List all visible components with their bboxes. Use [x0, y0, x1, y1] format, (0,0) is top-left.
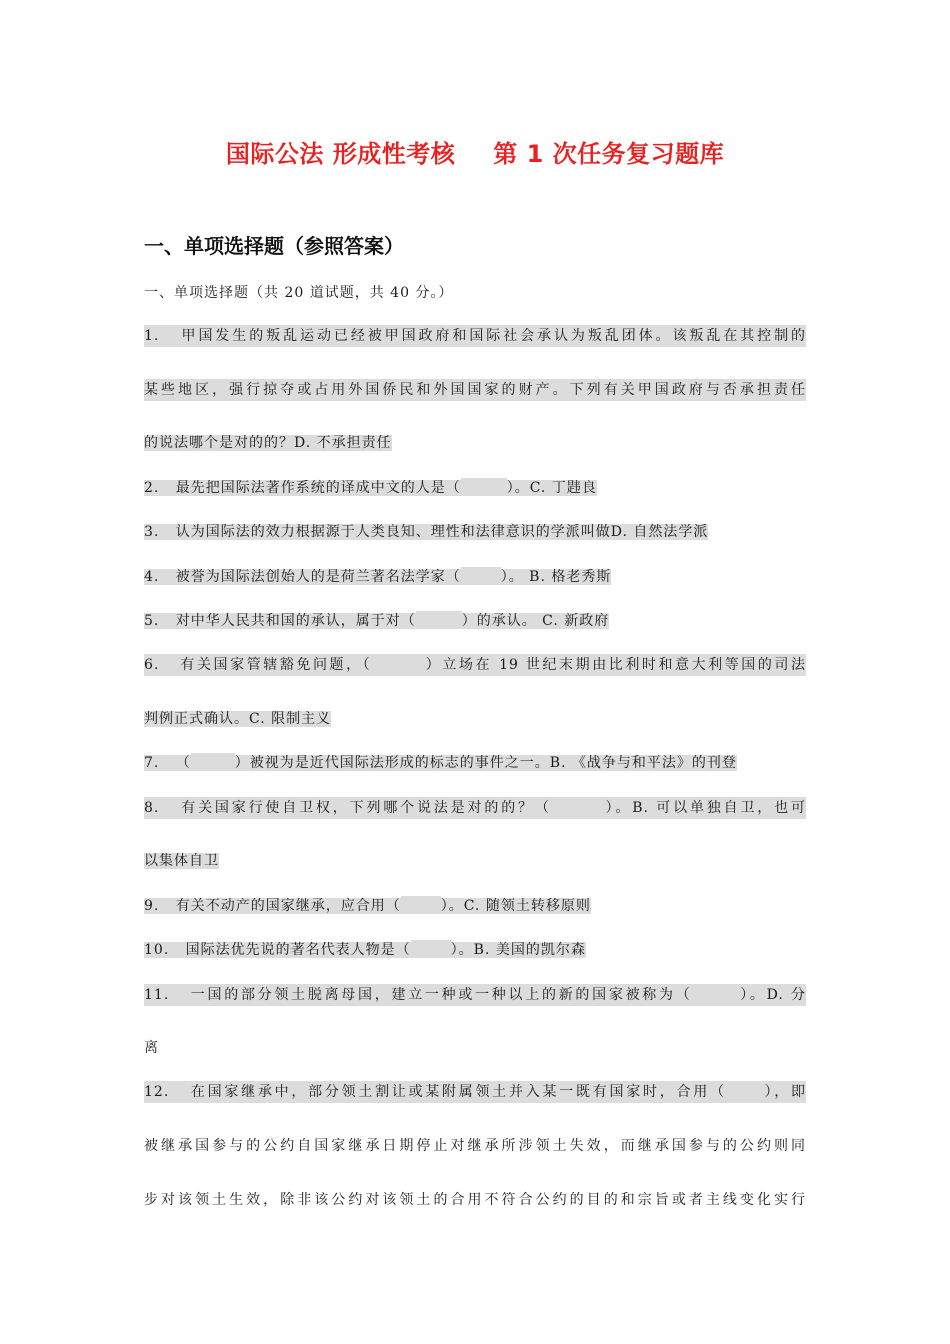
question-12-line-1: 12. 在国家继承中，部分领土割让或某附属领土并入某一既有国家时，合用（ ），即 — [144, 1081, 806, 1103]
title-part-1: 国际公法 形成性考核 — [225, 140, 456, 168]
question-8-line-1: 8. 有关国家行使自卫权，下列哪个说法是对的的？（ ）。B. 可以单独自卫，也可 — [144, 797, 806, 819]
answer-blank — [552, 798, 604, 814]
question-1-line-2: 某些地区，强行掠夺或占用外国侨民和外国国家的财产。下列有关甲国政府与否承担责任 — [144, 379, 806, 401]
answer-blank — [461, 478, 507, 494]
question-1-line-1: 1. 甲国发生的叛乱运动已经被甲国政府和国际社会承认为叛乱团体。该叛乱在其控制的 — [144, 325, 806, 347]
title-part-2: 第 1 次任务复习题库 — [493, 140, 725, 168]
question-10: 10. 国际法优先说的著名代表人物是（ ）。B. 美国的凯尔森 — [144, 942, 586, 958]
question-12-line-2: 被继承国参与的公约自国家继承日期停止对继承所涉领土失效，而继承国参与的公约则同 — [144, 1138, 806, 1154]
question-2: 2. 最先把国际法著作系统的译成中文的人是（ ）。C. 丁韪良 — [144, 480, 597, 496]
section-heading: 一、单项选择题（参照答案） — [144, 234, 404, 258]
question-11-line-2: 离 — [144, 1040, 159, 1056]
answer-blank — [692, 985, 738, 1001]
question-7: 7. （ ）被视为是近代国际法形成的标志的事件之一。B. 《战争与和平法》的刊登 — [144, 755, 737, 771]
question-9: 9. 有关不动产的国家继承，应合用（ ）。C. 随领土转移原则 — [144, 898, 591, 914]
answer-blank — [461, 567, 501, 583]
question-6-line-1: 6. 有关国家管辖豁免问题，（ ）立场在 19 世纪末期由比利时和意大利等国的司法 — [144, 654, 806, 676]
answer-blank — [372, 655, 424, 671]
question-4: 4. 被誉为国际法创始人的是荷兰著名法学家（ ）。 B. 格老秀斯 — [144, 569, 612, 585]
question-6-line-2: 判例正式确认。C. 限制主义 — [144, 711, 332, 727]
answer-blank — [416, 611, 462, 627]
section-intro: 一、单项选择题（共 20 道试题，共 40 分。） — [144, 285, 454, 301]
question-11-line-1: 11. 一国的部分领土脱离母国，建立一种或一种以上的新的国家被称为（ ）。D. 分 — [144, 984, 806, 1006]
question-5: 5. 对中华人民共和国的承认，属于对（ ）的承认。 C. 新政府 — [144, 613, 610, 629]
answer-blank — [411, 940, 451, 956]
answer-blank — [191, 753, 235, 769]
question-12-line-3: 步对该领土生效，除非该公约对该领土的合用不符合公约的目的和宗旨或者主线变化实行 — [144, 1192, 806, 1208]
answer-blank — [401, 896, 441, 912]
question-8-line-2: 以集体自卫 — [144, 853, 219, 869]
answer-blank — [727, 1082, 763, 1098]
question-1-line-3: 的说法哪个是对的的？D. 不承担责任 — [144, 435, 392, 451]
document-title — [0, 134, 950, 169]
question-3: 3. 认为国际法的效力根据源于人类良知、理性和法律意识的学派叫做D. 自然法学派 — [144, 524, 709, 540]
